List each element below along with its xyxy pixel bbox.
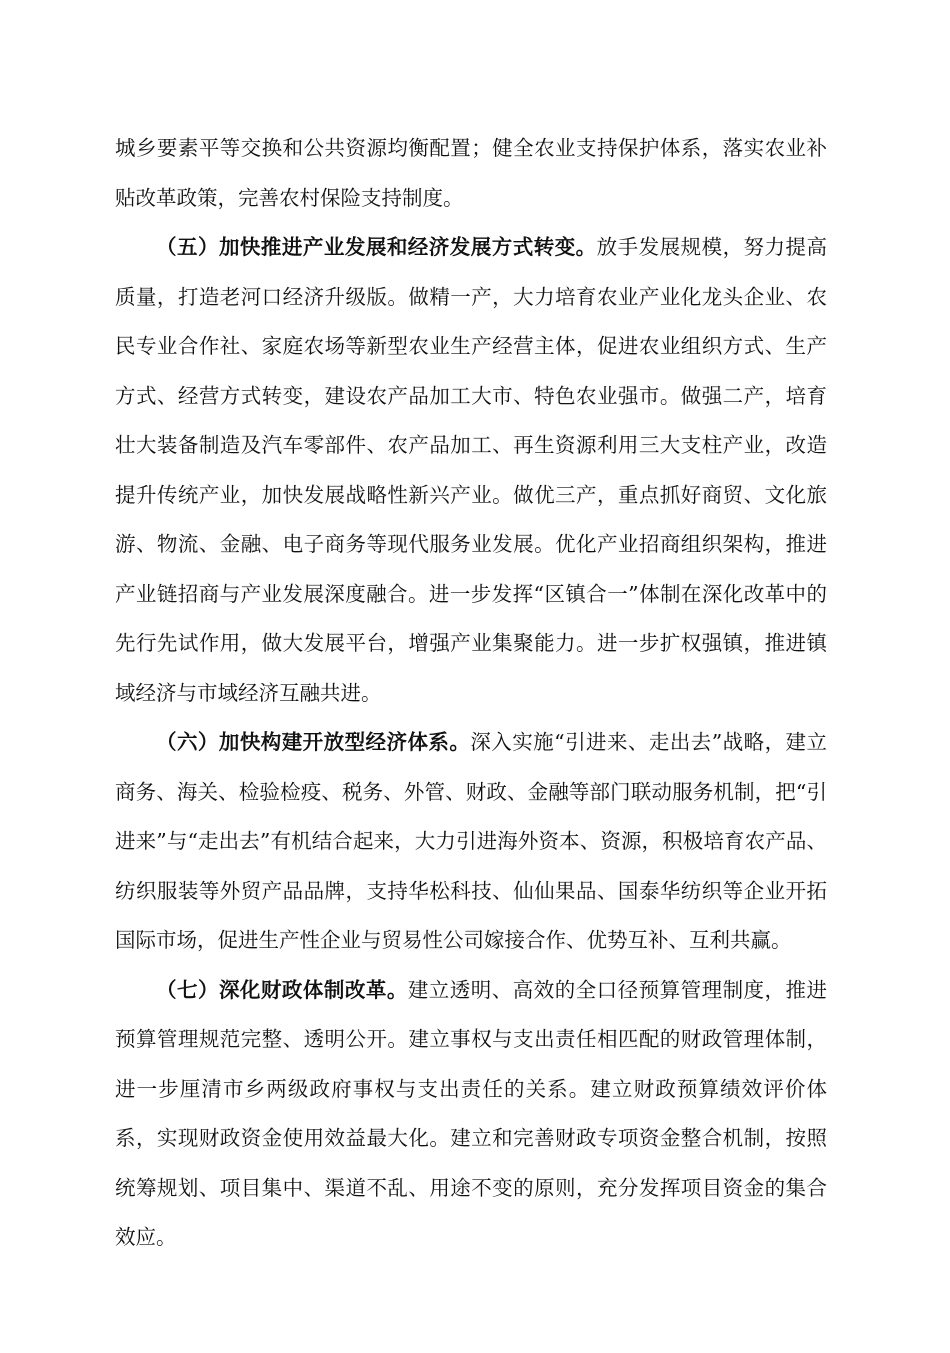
section-heading: （五）加快推进产业发展和经济发展方式转变。 <box>156 235 597 259</box>
paragraph-section-5 <box>115 223 827 718</box>
paragraph-text: 建立透明、高效的全口径预算管理制度，推进预算管理规范完整、透明公开。建立事权与支出责任相匹配的财政管理体制，进一步厘清市乡两级政府事权与支出责任的关系。建立财政预算绩效评价体系，实现财政资金使用效益最大化。建立和完善财政专项资金整合机制，按照统筹规划、项目集中、渠道不乱、用途不变的原则，充分发挥项目资金的集合效应。 <box>115 977 828 1249</box>
section-heading: （六）加快构建开放型经济体系。 <box>156 730 471 754</box>
section-heading: （七）深化财政体制改革。 <box>156 977 408 1002</box>
document-page <box>115 124 827 1263</box>
paragraph-continuation <box>115 124 827 223</box>
paragraph-text: 城乡要素平等交换和公共资源均衡配置；健全农业支持保护体系，落实农业补贴改革政策，完善农村保险支持制度。 <box>115 136 827 210</box>
paragraph-section-6 <box>115 718 827 966</box>
paragraph-text: 放手发展规模，努力提高质量，打造老河口经济升级版。做精一产，大力培育农业产业化龙头企业、农民专业合作社、家庭农场等新型农业生产经营主体，促进农业组织方式、生产方式、经营方式转变，建设农产品加工大市、特色农业强市。做强二产，培育壮大装备制造及汽车零部件、农产品加工、再生资源利用三大支柱产业，改造提升传统产业，加快发展战略性新兴产业。做优三产，重点抓好商贸、文化旅游、物流、金融、电子商务等现代服务业发展。优化产业招商组织架构，推进产业链招商与产业发展深度融合。进一步发挥“区镇合一”体制在深化改革中的先行先试作用，做大发展平台，增强产业集聚能力。进一步扩权强镇，推进镇域经济与市域经济互融共进。 <box>115 235 828 705</box>
paragraph-text: 深入实施“引进来、走出去”战略，建立商务、海关、检验检疫、税务、外管、财政、金融等部门联动服务机制，把“引进来”与“走出去”有机结合起来，大力引进海外资本、资源，积极培育农产品、纺织服装等外贸产品品牌，支持华松科技、仙仙果品、国泰华纺织等企业开拓国际市场，促进生产性企业与贸易性公司嫁接合作、优势互补、互利共赢。 <box>115 730 827 952</box>
paragraph-section-7 <box>115 966 827 1263</box>
